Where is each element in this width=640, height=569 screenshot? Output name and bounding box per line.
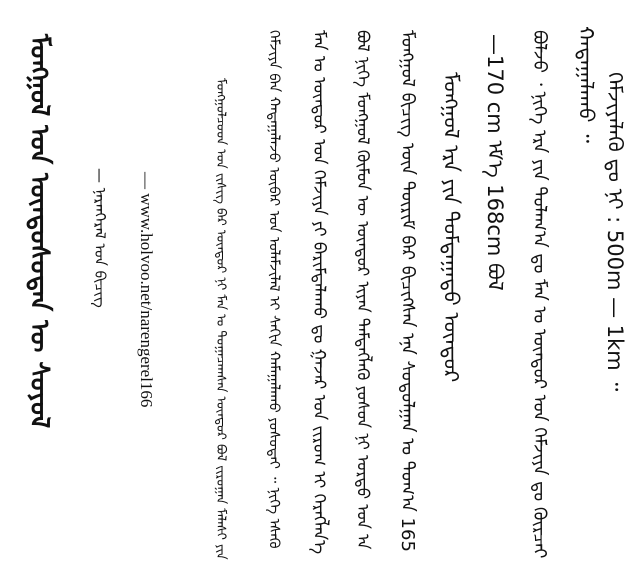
body-column-3: ᠮᠠᠨ ᠤ ᠥᠨᠳᠦᠷ ᠤᠨ ᠬᠡᠮᠵᠢᠶᠡ ᠶᠢ ᠪᠠᠷᠢᠮᠳᠠᠯᠠᠬᠤ ᠳᠤ ᠭᠠᠵᠠᠷ ᠤᠨ ᠵᠢᠷᠤᠭ ᠢ ᠬᠡᠷᠡᠭᠯᠡᠨ᠎ᠡ (309, 30, 329, 555)
body-column-8: ᠪᠣᠯᠵᠤ ᠂ ᠨᠢᠭᠡ ᠡᠷᠡ ᠶᠢᠨ ᠲᠤᠯᠠᠭ᠎ᠠ ᠳᠤ ᠮᠠᠨ ᠤ ᠥᠨᠳᠦᠷ ᠤᠨ ᠬᠡᠮᠵᠢᠶᠡ ᠳᠤ ᠬᠦᠷᠴᠡᠢ (529, 30, 550, 559)
body-column-4: ᠪᠣᠯ ᠨᠢᠭᠡ ᠮᠣᠩᠭᠣᠯ ᠬᠦᠮᠦᠨ ᠦ ᠥᠨᠳᠦᠷ ᠢᠶᠡᠨ ᠲᠡᠮᠳᠡᠭᠯᠡᠬᠦ ᠶᠤᠰᠤᠨ ᠨᠢ ᠤᠷᠲᠤ ᠣᠨ ᠠ (353, 30, 373, 550)
source-url: — www.holvoo.net/narengerel166 (137, 172, 156, 408)
body-column-9: ᠬᠠᠳᠠᠭᠠᠯᠠᠬᠤ ᠃ (574, 26, 598, 143)
body-column-2: ᠬᠡᠮᠵᠢᠶᠡ ᠪᠠᠨ ᠬᠠᠳᠠᠭᠠᠯᠠᠵᠤ ᠥᠪᠡᠷ ᠤᠨ ᠤᠯᠠᠮᠵᠢᠯᠠᠯ ᠢ ᠰᠠᠬᠢᠨ ᠬᠠᠮᠠᠭᠠᠯᠠᠬᠤ ᠶᠣᠰᠣᠲᠠᠢ ᠃ ᠨᠢᠭᠡ ᠡᠰᠡᠬᠦ (265, 30, 282, 549)
body-column-10: ᠬᠡᠮᠵᠢᠶᠡᠯᠡᠬᠦ ᠳᠤ ᠨᠢ : 500m — 1km ᠃ (603, 72, 627, 392)
body-column-1: ᠮᠣᠩᠭᠣᠯᠴᠤᠳ ᠤᠨ ᠵᠢᠰᠢᠭ ᠪᠡᠷ ᠥᠨᠳᠦᠷ ᠨᠢ ᠮᠠᠨ ᠤ ᠲᠤᠭᠠᠴᠠᠭᠰᠠᠨ ᠥᠨᠳᠦᠷ ᠪᠣᠯ ᠵᠢᠷᠤᠭᠠᠨ ᠮᠠᠯᠠᠰᠢ ᠶᠢᠨ (213, 78, 228, 560)
author-byline: — ᠨᠠᠷᠠᠨᠭᠡᠷᠡᠯ ᠤᠨ ᠪᠢᠴᠢᠭ (91, 168, 109, 308)
body-column-5: ᠮᠣᠩᠭᠣᠯ ᠪᠢᠴᠢᠭ ᠦᠨ ᠳᠦᠷᠢᠮ ᠪᠡᠷ ᠪᠢᠴᠢᠭᠰᠡᠨ ᠡᠨᠡ ᠰᠤᠳᠤᠯᠭᠠᠨ ᠤ ᠲᠤᠭ᠎ᠠ 165 (397, 30, 418, 552)
body-column-7: —170 cm ᠡᠮ᠎ᠡ 168cm ᠪᠣᠯ (483, 34, 507, 291)
body-column-6: ᠮᠣᠩᠭᠣᠯ ᠡᠷᠡ ᠶᠢᠨ ᠳᠤᠮᠳᠠᠭᠠᠳᠤ ᠥᠨᠳᠦᠷ (439, 72, 463, 383)
document-title: ᠮᠣᠩᠭᠣᠯ ᠤᠨ ᠦᠨᠳᠦᠰᠦᠲᠡᠨ ᠦ ᠰᠣᠶᠣᠯ (24, 34, 54, 429)
